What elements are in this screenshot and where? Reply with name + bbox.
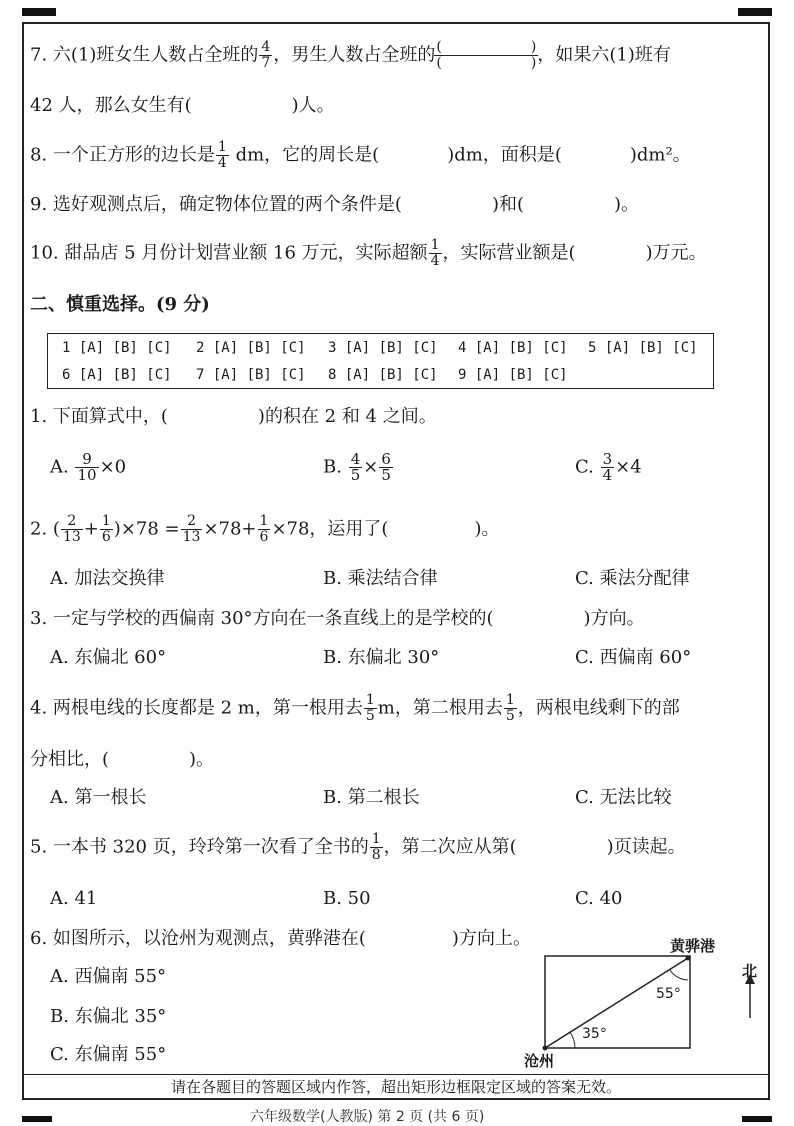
option-6-a[interactable]: A. 西偏南 55° xyxy=(50,966,167,987)
question-8: 8. 一个正方形的边长是 $\frac{1}{4}$ dm，它的周长是( )dm，面积是( )dm²。 xyxy=(30,139,691,171)
angle-arc-bottom xyxy=(570,1032,575,1048)
answer-blank[interactable] xyxy=(402,205,492,206)
option-2-c[interactable]: C. 乘法分配律 xyxy=(575,568,690,589)
answer-sheet-item[interactable]: 9 [A] [B] [C] xyxy=(458,367,568,383)
corner-mark-bottom-left xyxy=(22,1116,52,1122)
answer-sheet xyxy=(47,333,714,389)
fraction-blank[interactable]: ( ) ( ) xyxy=(436,39,537,71)
answer-blank[interactable] xyxy=(494,619,584,620)
fraction: $\frac{1}{4}$ xyxy=(430,237,440,269)
corner-mark-bottom-right xyxy=(742,1116,772,1122)
answer-blank[interactable] xyxy=(109,760,189,761)
choice-question-5: 5. 一本书 320 页，玲玲第一次看了全书的 $\frac{1}{8}$ ，第二次应从第( )页读起。 xyxy=(30,831,686,863)
answer-sheet-item[interactable]: 2 [A] [B] [C] xyxy=(196,340,306,356)
question-10: 10. 甜品店 5 月份计划营业额 16 万元，实际超额 $\frac{1}{4}$ ，实际营业额是( )万元。 xyxy=(30,237,707,269)
option-6-b[interactable]: B. 东偏北 35° xyxy=(50,1006,167,1027)
option-5-b[interactable]: B. 50 xyxy=(323,888,371,909)
label-north: 北 xyxy=(742,962,758,980)
label-cangzhou: 沧州 xyxy=(524,1052,555,1070)
answer-blank[interactable] xyxy=(168,417,258,418)
option-2-b[interactable]: B. 乘法结合律 xyxy=(323,568,438,589)
option-3-a[interactable]: A. 东偏北 60° xyxy=(50,647,167,668)
choice-question-4-cont: 分相比，( )。 xyxy=(30,749,215,770)
answer-sheet-item[interactable]: 3 [A] [B] [C] xyxy=(328,340,438,356)
angle-35: 35° xyxy=(582,1026,607,1042)
corner-mark-left xyxy=(22,8,56,16)
answer-blank[interactable] xyxy=(517,847,607,848)
fraction: $\frac{4}{7}$ xyxy=(261,39,271,71)
option-1-b[interactable]: B. $\frac{4}{5}$ × $\frac{6}{5}$ xyxy=(323,450,391,484)
question-9: 9. 选好观测点后，确定物体位置的两个条件是( )和( )。 xyxy=(30,194,640,215)
option-4-c[interactable]: C. 无法比较 xyxy=(575,787,672,808)
answer-sheet-item[interactable]: 6 [A] [B] [C] xyxy=(62,367,172,383)
answer-blank[interactable] xyxy=(524,205,614,206)
figure-diagonal xyxy=(545,958,688,1048)
choice-question-4: 4. 两根电线的长度都是 2 m，第一根用去 $\frac{1}{5}$ m，第二根用去 $\frac{1}{5}$ ，两根电线剩下的部 xyxy=(30,692,680,724)
section-2-title: 二、慎重选择。(9 分) xyxy=(30,294,210,315)
question-7: 7. 六(1)班女生人数占全班的 $\frac{4}{7}$ ，男生人数占全班的 ( ) ( ) ，如果六(1)班有 xyxy=(30,39,671,71)
huanghuagang-point xyxy=(686,956,691,961)
option-3-b[interactable]: B. 东偏北 30° xyxy=(323,647,440,668)
answer-sheet-item[interactable]: 5 [A] [B] [C] xyxy=(588,340,698,356)
answer-blank[interactable] xyxy=(366,939,452,940)
answer-blank[interactable] xyxy=(562,155,630,156)
fraction: $\frac{1}{4}$ xyxy=(217,139,227,171)
answer-blank[interactable] xyxy=(576,253,646,254)
option-4-b[interactable]: B. 第二根长 xyxy=(323,787,420,808)
footer-note: 请在各题目的答题区域内作答，超出矩形边框限定区域的答案无效。 xyxy=(22,1074,770,1100)
answer-blank[interactable] xyxy=(388,529,474,530)
option-1-c[interactable]: C. $\frac{3}{4}$ ×4 xyxy=(575,450,642,484)
answer-sheet-item[interactable]: 8 [A] [B] [C] xyxy=(328,367,438,383)
direction-figure xyxy=(520,930,770,1070)
choice-question-1: 1. 下面算式中，( )的积在 2 和 4 之间。 xyxy=(30,406,437,427)
angle-arc-top xyxy=(670,970,688,980)
choice-question-3: 3. 一定与学校的西偏南 30°方向在一条直线上的是学校的( )方向。 xyxy=(30,608,645,629)
answer-blank[interactable] xyxy=(192,106,292,107)
choice-question-6: 6. 如图所示，以沧州为观测点，黄骅港在( )方向上。 xyxy=(30,928,531,949)
question-7-cont: 42 人，那么女生有( )人。 xyxy=(30,95,335,116)
label-huanghuagang: 黄骅港 xyxy=(670,937,716,955)
answer-sheet-item[interactable]: 7 [A] [B] [C] xyxy=(196,367,306,383)
option-5-a[interactable]: A. 41 xyxy=(50,888,98,909)
choice-question-2: 2. ( $\frac{2}{13}$ + $\frac{1}{6}$ )×78 = $\frac{2}{13}$ ×78+ $\frac{1}{6}$ ×78，运用了( )。 xyxy=(30,513,500,545)
option-5-c[interactable]: C. 40 xyxy=(575,888,623,909)
corner-mark-right xyxy=(738,8,772,16)
answer-sheet-item[interactable]: 4 [A] [B] [C] xyxy=(458,340,568,356)
page-footer: 六年级数学(人教版) 第 2 页 (共 6 页) xyxy=(250,1109,485,1125)
option-6-c[interactable]: C. 东偏南 55° xyxy=(50,1044,167,1065)
option-3-c[interactable]: C. 西偏南 60° xyxy=(575,647,692,668)
answer-blank[interactable] xyxy=(379,155,447,156)
direction-diagram xyxy=(520,930,770,1070)
option-2-a[interactable]: A. 加法交换律 xyxy=(50,568,165,589)
option-4-a[interactable]: A. 第一根长 xyxy=(50,787,147,808)
option-1-a[interactable]: A. $\frac{9}{10}$ ×0 xyxy=(50,450,127,484)
answer-sheet-item[interactable]: 1 [A] [B] [C] xyxy=(62,340,172,356)
angle-55: 55° xyxy=(656,986,681,1002)
